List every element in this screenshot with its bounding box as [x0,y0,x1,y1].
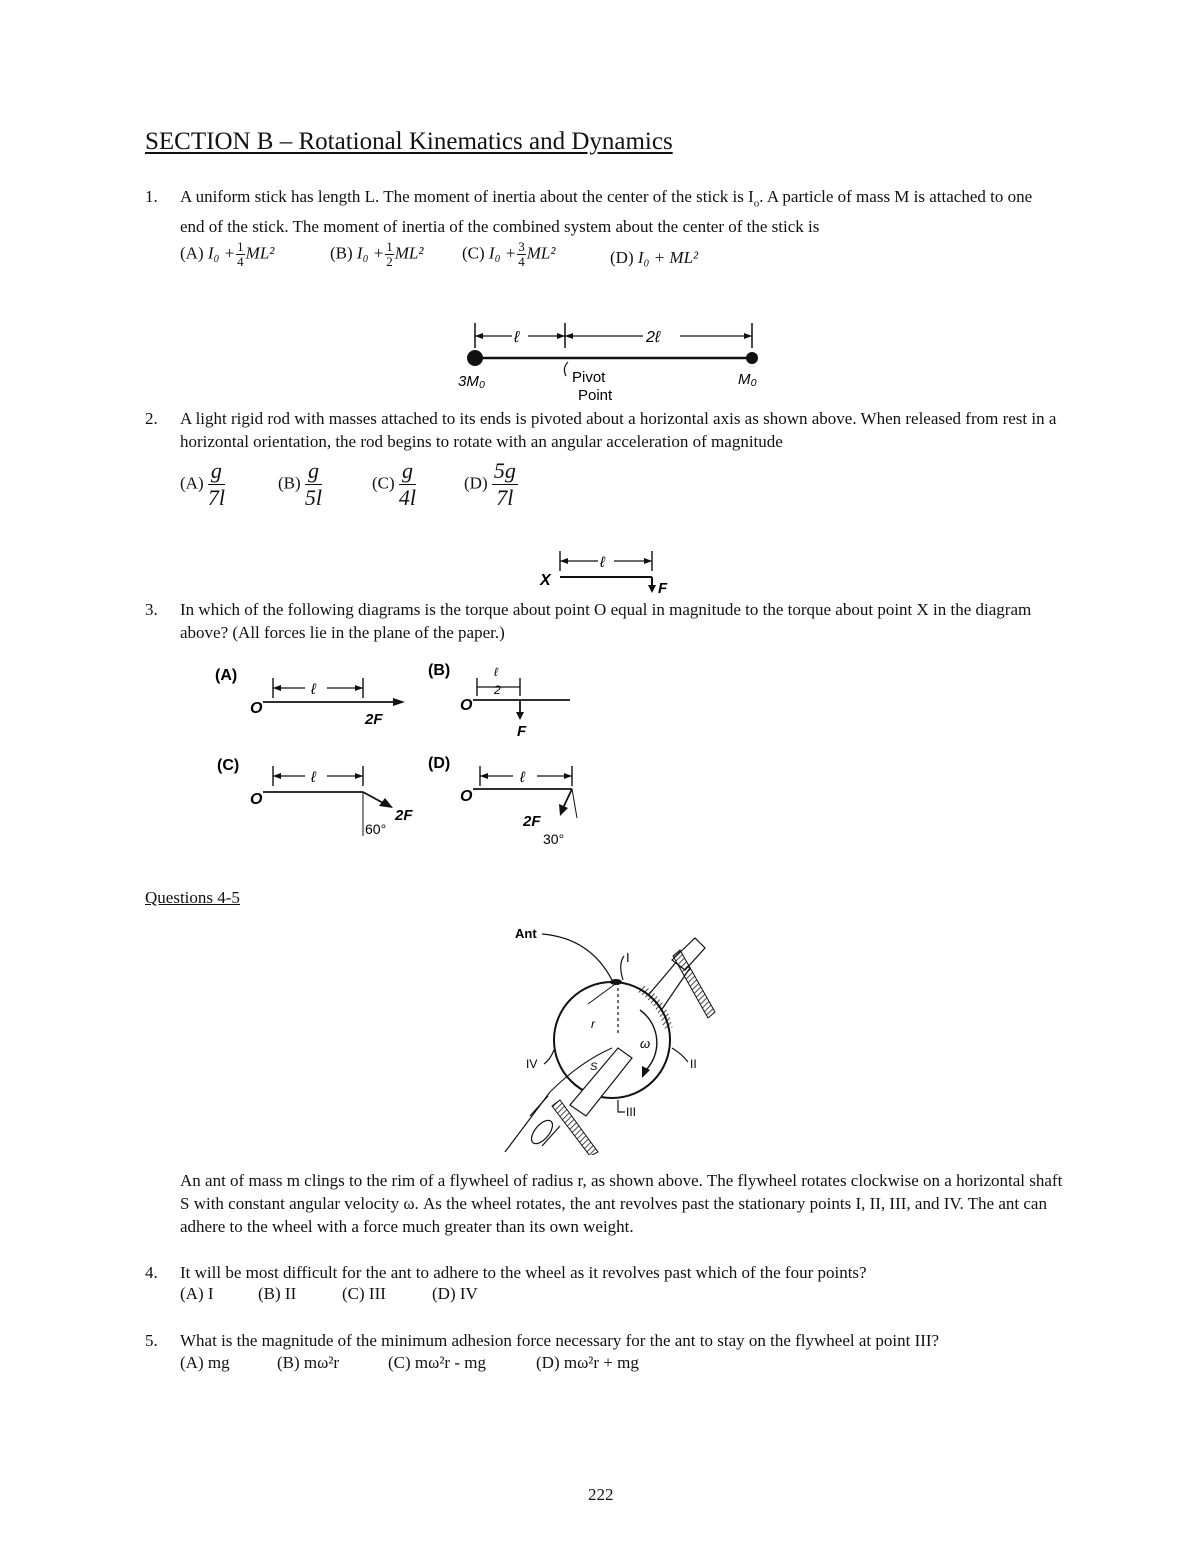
rod-right-mass-label: M₀ [738,371,757,388]
q2-option-d: (D) $\frac{5g}{7l}$ [464,458,516,510]
svg-text:60°: 60° [365,821,387,837]
q3-diagram-d [428,755,577,847]
ant-icon [610,979,622,985]
point-x-label: X [540,572,551,589]
q3-number: 3. [145,600,158,619]
pivot-point-label: Point [578,387,613,404]
svg-text:2F: 2F [395,807,413,824]
svg-text:ℓ: ℓ [494,665,498,679]
q2-number: 2. [145,409,158,428]
svg-text:O: O [250,791,263,808]
q5-option-c: (C) mω²r - mg [388,1353,486,1372]
page-number: 222 [588,1485,614,1504]
svg-text:(C): (C) [217,757,240,774]
passage-text: An ant of mass m clings to the rim of a flywheel of radius r, as shown above. The flywheel rotates clockwise on a horizontal shaft S with constant angular velocity ω. As the wheel rotates, the ant revolves past the stationary points I, II, III, and IV. The ant can adhere to the wheel with a force much greater than its own weight. [180,1171,1063,1236]
rod-left-mass-label: 3M₀ [458,373,486,390]
svg-text:O: O [460,697,473,714]
svg-text:2F: 2F [523,813,541,830]
q5-option-b: (B) mω²r [277,1353,340,1372]
q2-option-b: (B) $\frac{g}{5l}$ [278,458,323,510]
q3-diagram-a [215,667,405,728]
rod-left-length: ℓ [514,329,520,346]
svg-text:2: 2 [494,683,501,697]
q3-diagram-c [217,757,413,837]
q1-option-c: (C) I₀ + $\frac{3}{4}$ ML² [462,239,556,269]
ant-label: Ant [515,926,537,941]
rod-left-mass [467,350,483,366]
q1-option-d: (D) I₀ + ML² [610,248,699,267]
q1-option-a: (A) I₀ + $\frac{1}{4}$ ML² [180,239,275,269]
section-title: SECTION B – Rotational Kinematics and Dynamics [145,128,673,155]
q1-number: 1. [145,187,158,206]
q4-option-c: (C) III [342,1284,386,1303]
svg-text:ℓ: ℓ [600,554,605,571]
svg-text:30°: 30° [543,831,565,847]
torque-reference-diagram [530,545,680,595]
q5-number: 5. [145,1331,158,1350]
q2-option-c: (C) $\frac{g}{4l}$ [372,458,417,510]
questions-4-5-label: Questions 4-5 [145,888,240,907]
rod-right-length: 2ℓ [646,329,661,346]
svg-text:ℓ: ℓ [520,769,525,786]
omega-label: ω [640,1036,651,1051]
q2-option-a: (A) $\frac{g}{7l}$ [180,458,225,510]
q4-text: It will be most difficult for the ant to adhere to the wheel as it revolves past which of the four points? [180,1263,867,1282]
svg-text:O: O [460,788,473,805]
svg-text:ℓ: ℓ [311,681,316,698]
svg-text:O: O [250,700,263,717]
q3-option-diagrams [215,658,615,858]
svg-text:ℓ: ℓ [311,769,316,786]
svg-text:(A): (A) [215,667,238,684]
q4-number: 4. [145,1263,158,1282]
q5-option-d: (D) mω²r + mg [536,1353,639,1372]
q5-option-a: (A) mg [180,1353,230,1372]
svg-text:(D): (D) [428,755,451,772]
q3-diagram-b [428,662,570,740]
q4-option-b: (B) II [258,1284,297,1303]
q3-text: In which of the following diagrams is the torque about point O equal in magnitude to the torque about point X in the diagram above? (All forces lie in the plane of the paper.) [180,600,1032,642]
flywheel-diagram [490,920,730,1155]
q4-option-d: (D) IV [432,1284,478,1303]
q5-text: What is the magnitude of the minimum adhesion force necessary for the ant to stay on the flywheel at point III? [180,1331,940,1350]
svg-text:F: F [517,723,527,740]
pivot-label: Pivot [572,369,606,386]
svg-text:2F: 2F [365,711,383,728]
force-f-label: F [658,580,668,595]
point-ii-label: II [690,1057,697,1071]
radius-label: r [591,1017,595,1031]
q1-text: A uniform stick has length L. The moment of inertia about the center of the stick is $I_o$. A particle of mass M is attached to one end of the stick. The moment of inertia of the combined system about the center of the stick is [180,187,1033,237]
rod-right-mass [746,352,758,364]
svg-text:(B): (B) [428,662,451,679]
q4-option-a: (A) I [180,1284,214,1303]
rod-diagram [450,318,780,408]
point-i-label: I [626,950,630,965]
q1-option-b: (B) I₀ + $\frac{1}{2}$ ML² [330,239,424,269]
q2-text: A light rigid rod with masses attached to its ends is pivoted about a horizontal axis as shown above. When released from rest in a horizontal orientation, the rod begins to rotate with an angular acceleration of magnitude [180,409,1057,451]
point-iii-label: III [626,1105,637,1119]
point-iv-label: IV [526,1057,538,1071]
shaft-label: S [590,1061,598,1073]
